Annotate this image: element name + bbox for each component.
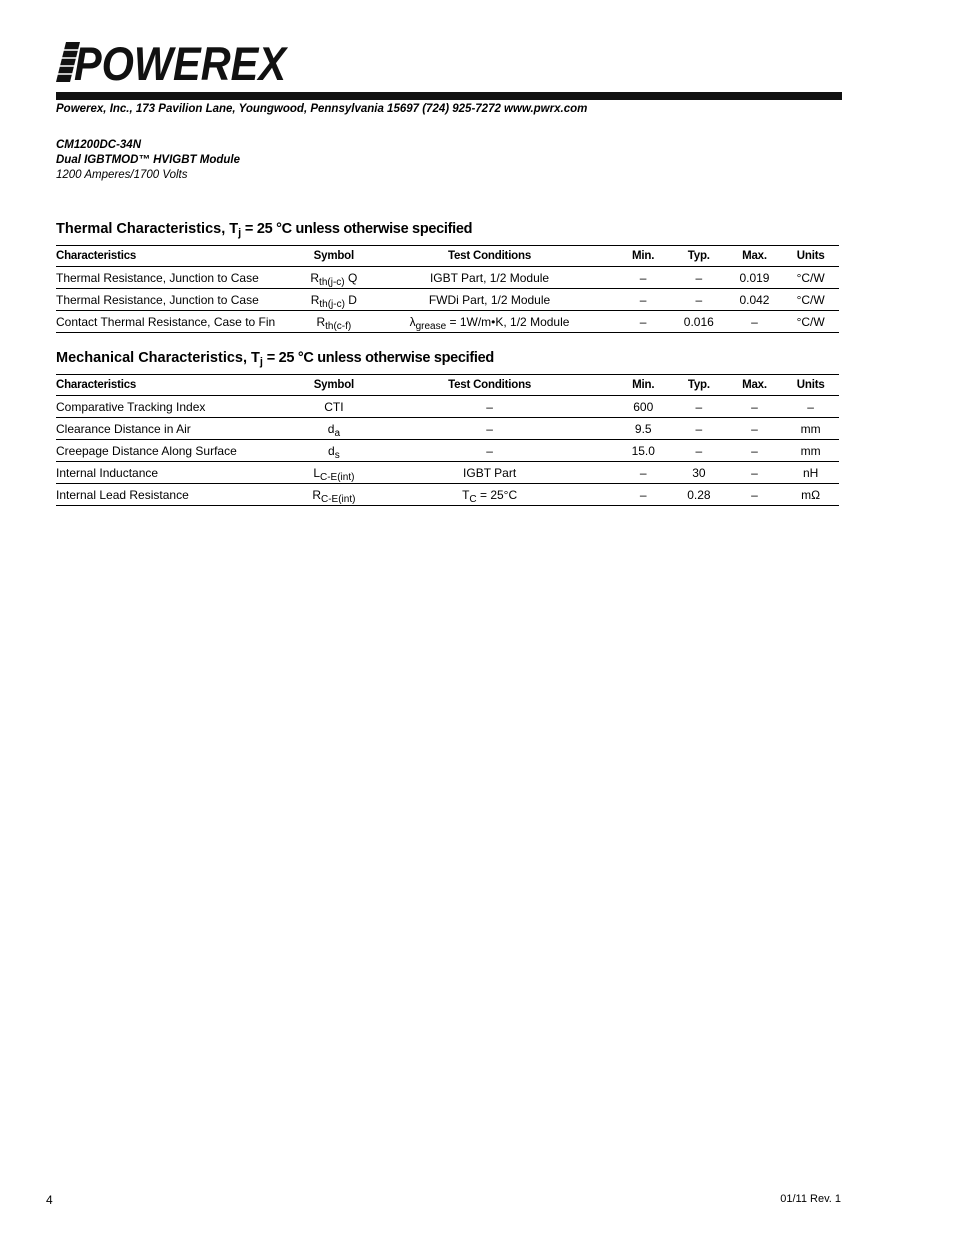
units-cell: °C/W	[782, 267, 839, 289]
symbol-subscript: C-E(int)	[320, 493, 356, 505]
column-header: Min.	[615, 375, 671, 396]
part-rating: 1200 Amperes/1700 Volts	[56, 169, 188, 181]
table-row	[56, 462, 839, 484]
table-row	[56, 289, 839, 311]
max-cell: –	[727, 418, 783, 440]
symbol-cell	[304, 267, 364, 289]
column-header: Min.	[615, 246, 671, 267]
typ-cell: 0.28	[671, 484, 727, 506]
symbol-main: L	[313, 465, 320, 480]
condition-text: IGBT Part	[463, 465, 517, 480]
typ-cell: 30	[671, 462, 727, 484]
symbol-main: R	[310, 270, 320, 285]
symbol-suffix: D	[344, 292, 357, 307]
symbol-main: R	[316, 314, 326, 329]
max-cell: –	[727, 396, 783, 418]
table-row	[56, 311, 839, 333]
column-header: Units	[782, 375, 839, 396]
typ-cell: –	[671, 396, 727, 418]
min-cell: –	[615, 267, 671, 289]
header-rule	[56, 92, 842, 100]
units-cell: –	[782, 396, 839, 418]
max-cell: –	[727, 440, 783, 462]
typ-cell: –	[671, 418, 727, 440]
condition-cell	[364, 484, 616, 506]
symbol-subscript: th(j-c)	[319, 276, 345, 288]
condition-text: –	[486, 421, 493, 436]
symbol-subscript: C-E(int)	[320, 471, 355, 483]
typ-cell: –	[671, 289, 727, 311]
characteristic-cell: Clearance Distance in Air	[56, 418, 304, 440]
symbol-main: d	[328, 443, 335, 458]
table-header-row	[56, 375, 839, 396]
powerex-logo	[56, 37, 289, 90]
typ-cell: 0.016	[671, 311, 727, 333]
characteristic-cell: Thermal Resistance, Junction to Case	[56, 289, 304, 311]
characteristic-cell: Internal Inductance	[56, 462, 304, 484]
column-header: Max.	[727, 246, 783, 267]
condition-text: –	[486, 443, 493, 458]
characteristic-cell: Internal Lead Resistance	[56, 484, 304, 506]
table-row	[56, 484, 839, 506]
symbol-main: CTI	[324, 399, 344, 414]
table-header-row	[56, 246, 839, 267]
units-cell: °C/W	[782, 289, 839, 311]
table-row	[56, 440, 839, 462]
units-cell: mm	[782, 440, 839, 462]
units-cell: °C/W	[782, 311, 839, 333]
units-cell: mΩ	[782, 484, 839, 506]
symbol-suffix: Q	[344, 270, 358, 285]
condition-cell	[364, 311, 616, 333]
condition-cell	[364, 440, 616, 462]
symbol-cell	[304, 311, 364, 333]
thermal-section-title: Thermal Characteristics, $T_j = 25$ °C unless otherwise specified	[56, 221, 473, 239]
symbol-main: R	[312, 487, 321, 502]
symbol-cell	[304, 418, 364, 440]
table-row	[56, 418, 839, 440]
condition-prefix: λ	[409, 314, 416, 329]
symbol-cell	[304, 396, 364, 418]
condition-cell	[364, 462, 616, 484]
max-cell: –	[727, 311, 783, 333]
min-cell: 15.0	[615, 440, 671, 462]
min-cell: –	[615, 484, 671, 506]
condition-text: FWDi Part, 1/2 Module	[428, 292, 551, 307]
symbol-cell	[304, 440, 364, 462]
typ-cell: –	[671, 440, 727, 462]
characteristic-cell: Creepage Distance Along Surface	[56, 440, 304, 462]
company-address: Powerex, Inc., 173 Pavilion Lane, Youngwood, Pennsylvania 15697 (724) 925-7272 www.pwrx.com	[56, 103, 588, 115]
thermal-table	[56, 245, 839, 333]
max-cell: 0.042	[727, 289, 783, 311]
symbol-subscript: th(c-f)	[325, 320, 352, 332]
condition-text: IGBT Part, 1/2 Module	[429, 270, 550, 285]
column-header: Max.	[727, 375, 783, 396]
part-description: Dual IGBTMOD™ HVIGBT Module	[56, 154, 240, 166]
column-header: Test Conditions	[364, 246, 616, 267]
column-header: Typ.	[671, 246, 727, 267]
min-cell: –	[615, 462, 671, 484]
min-cell: –	[615, 311, 671, 333]
condition-subscript: grease	[415, 320, 447, 332]
max-cell: –	[727, 484, 783, 506]
column-header: Symbol	[304, 246, 364, 267]
min-cell: –	[615, 289, 671, 311]
table-row	[56, 267, 839, 289]
symbol-subscript: th(j-c)	[319, 298, 345, 310]
mechanical-table	[56, 374, 839, 506]
mechanical-section-title: Mechanical Characteristics, $T_j = 25$ °C unless otherwise specified	[56, 350, 494, 368]
max-cell: –	[727, 462, 783, 484]
symbol-cell	[304, 289, 364, 311]
column-header: Characteristics	[56, 375, 304, 396]
units-cell: mm	[782, 418, 839, 440]
symbol-cell	[304, 484, 364, 506]
characteristic-cell: Contact Thermal Resistance, Case to Fin	[56, 311, 304, 333]
column-header: Symbol	[304, 375, 364, 396]
revision: 01/11 Rev. 1	[780, 1193, 841, 1205]
symbol-cell	[304, 462, 364, 484]
page-number: 4	[46, 1193, 53, 1207]
condition-prefix: T	[462, 487, 470, 502]
column-header: Typ.	[671, 375, 727, 396]
logo-wordmark: POWEREX	[74, 37, 289, 90]
column-header: Units	[782, 246, 839, 267]
condition-cell	[364, 289, 616, 311]
table-row	[56, 396, 839, 418]
symbol-main: R	[310, 292, 320, 307]
condition-text: = 1W/m•K, 1/2 Module	[446, 314, 570, 329]
column-header: Test Conditions	[364, 375, 616, 396]
symbol-subscript: a	[334, 427, 340, 439]
condition-cell	[364, 267, 616, 289]
max-cell: 0.019	[727, 267, 783, 289]
typ-cell: –	[671, 267, 727, 289]
symbol-main: d	[327, 421, 335, 436]
characteristic-cell: Comparative Tracking Index	[56, 396, 304, 418]
symbol-subscript: s	[334, 449, 340, 461]
min-cell: 9.5	[615, 418, 671, 440]
characteristic-cell: Thermal Resistance, Junction to Case	[56, 267, 304, 289]
condition-cell	[364, 396, 616, 418]
part-info	[56, 138, 240, 183]
column-header: Characteristics	[56, 246, 304, 267]
condition-text: = 25°C	[476, 487, 518, 502]
condition-text: –	[486, 399, 493, 414]
min-cell: 600	[615, 396, 671, 418]
condition-cell	[364, 418, 616, 440]
part-number: CM1200DC-34N	[56, 139, 142, 151]
condition-subscript: C	[469, 493, 477, 505]
units-cell: nH	[782, 462, 839, 484]
